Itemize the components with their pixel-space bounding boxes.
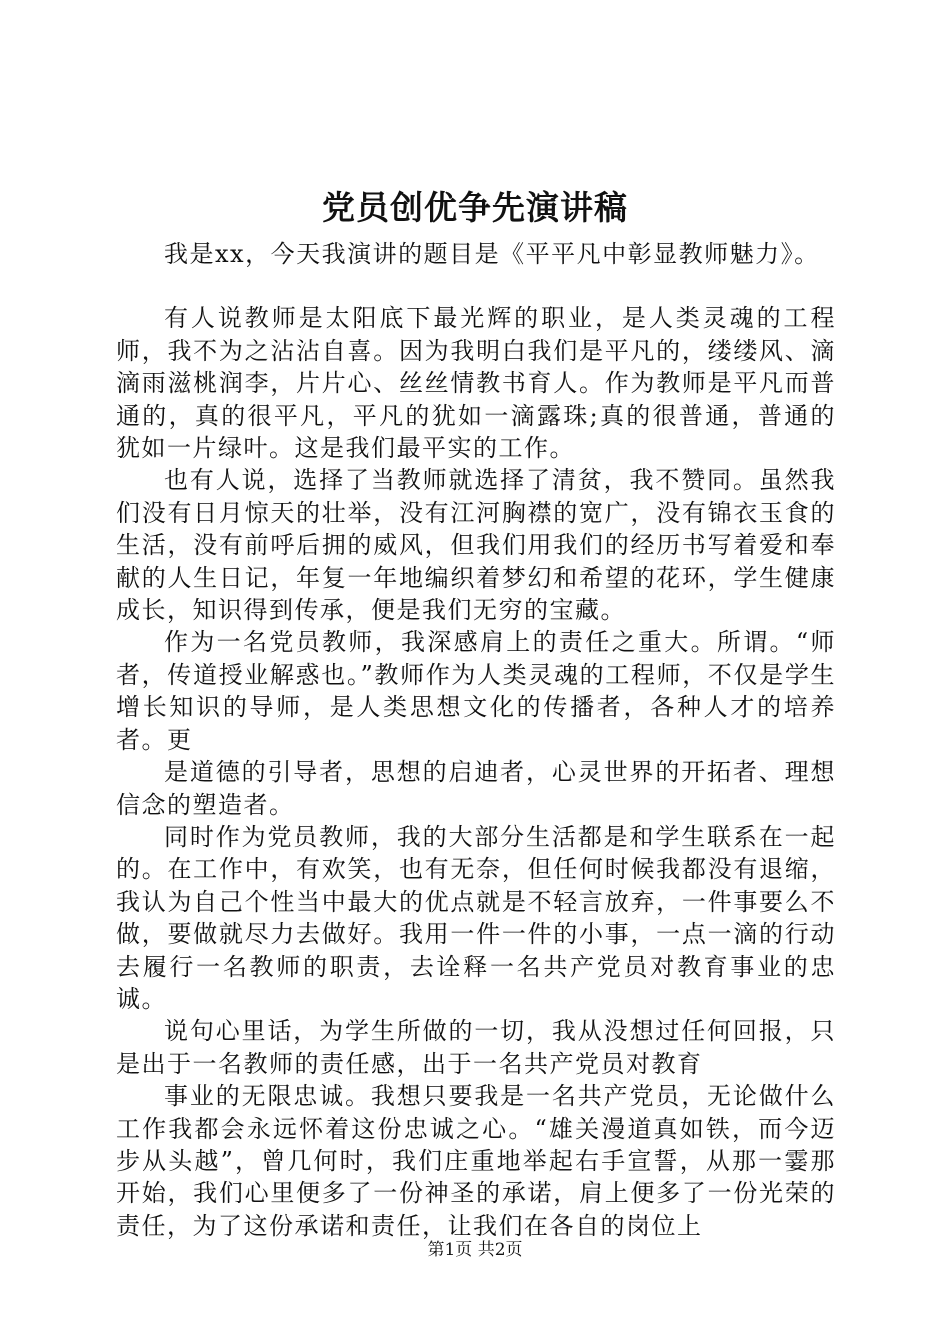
paragraph: 有人说教师是太阳底下最光辉的职业，是人类灵魂的工程师，我不为之沾沾自喜。因为我明白我们是平凡的，缕缕风、滴滴雨滋桃润李，片片心、丝丝情教书育人。作为教师是平凡而普通的，真的很平凡，平凡的犹如一滴露珠;真的很普通，普通的犹如一片绿叶。这是我们最平实的工作。: [116, 304, 836, 463]
paragraph: 是道德的引导者，思想的启迪者，心灵世界的开拓者、理想信念的塑造者。: [116, 758, 836, 819]
paragraph: 也有人说，选择了当教师就选择了清贫，我不赞同。虽然我们没有日月惊天的壮举，没有江河胸襟的宽广，没有锦衣玉食的生活，没有前呼后拥的威风，但我们用我们的经历书写着爱和奉献的人生日记，年复一年地编织着梦幻和希望的花环，学生健康成长，知识得到传承，便是我们无穷的宝藏。: [116, 466, 836, 625]
paragraph: 事业的无限忠诚。我想只要我是一名共产党员，无论做什么工作我都会永远怀着这份忠诚之心。“雄关漫道真如铁，而今迈步从头越”，曾几何时，我们庄重地举起右手宣誓，从那一霎那开始，我们心里便多了一份神圣的承诺，肩上便多了一份光荣的责任，为了这份承诺和责任，让我们在各自的岗位上: [116, 1082, 836, 1240]
document-title: 党员创优争先演讲稿: [322, 188, 628, 227]
paragraph: 同时作为党员教师，我的大部分生活都是和学生联系在一起的。在工作中，有欢笑，也有无奈，但任何时候我都没有退缩，我认为自己个性当中最大的优点就是不轻言放弃，一件事要么不做，要做就尽力去做好。我用一件一件的小事，一点一滴的行动去履行一名教师的职责，去诠释一名共产党员对教育事业的忠诚。: [116, 822, 836, 1013]
paragraph: 作为一名党员教师，我深感肩上的责任之重大。所谓。“师者，传道授业解惑也。”教师作为人类灵魂的工程师，不仅是学生增长知识的导师，是人类思想文化的传播者，各种人才的培养者。更: [116, 628, 836, 754]
paragraph-intro: 我是xx，今天我演讲的题目是《平平凡中彰显教师魅力》。: [164, 240, 820, 268]
document-body: [116, 238, 836, 1242]
page-number-footer: 第1页 共2页: [427, 1240, 523, 1260]
paragraph: 说句心里话，为学生所做的一切，我从没想过任何回报，只是出于一名教师的责任感，出于一名共产党员对教育: [116, 1017, 836, 1078]
